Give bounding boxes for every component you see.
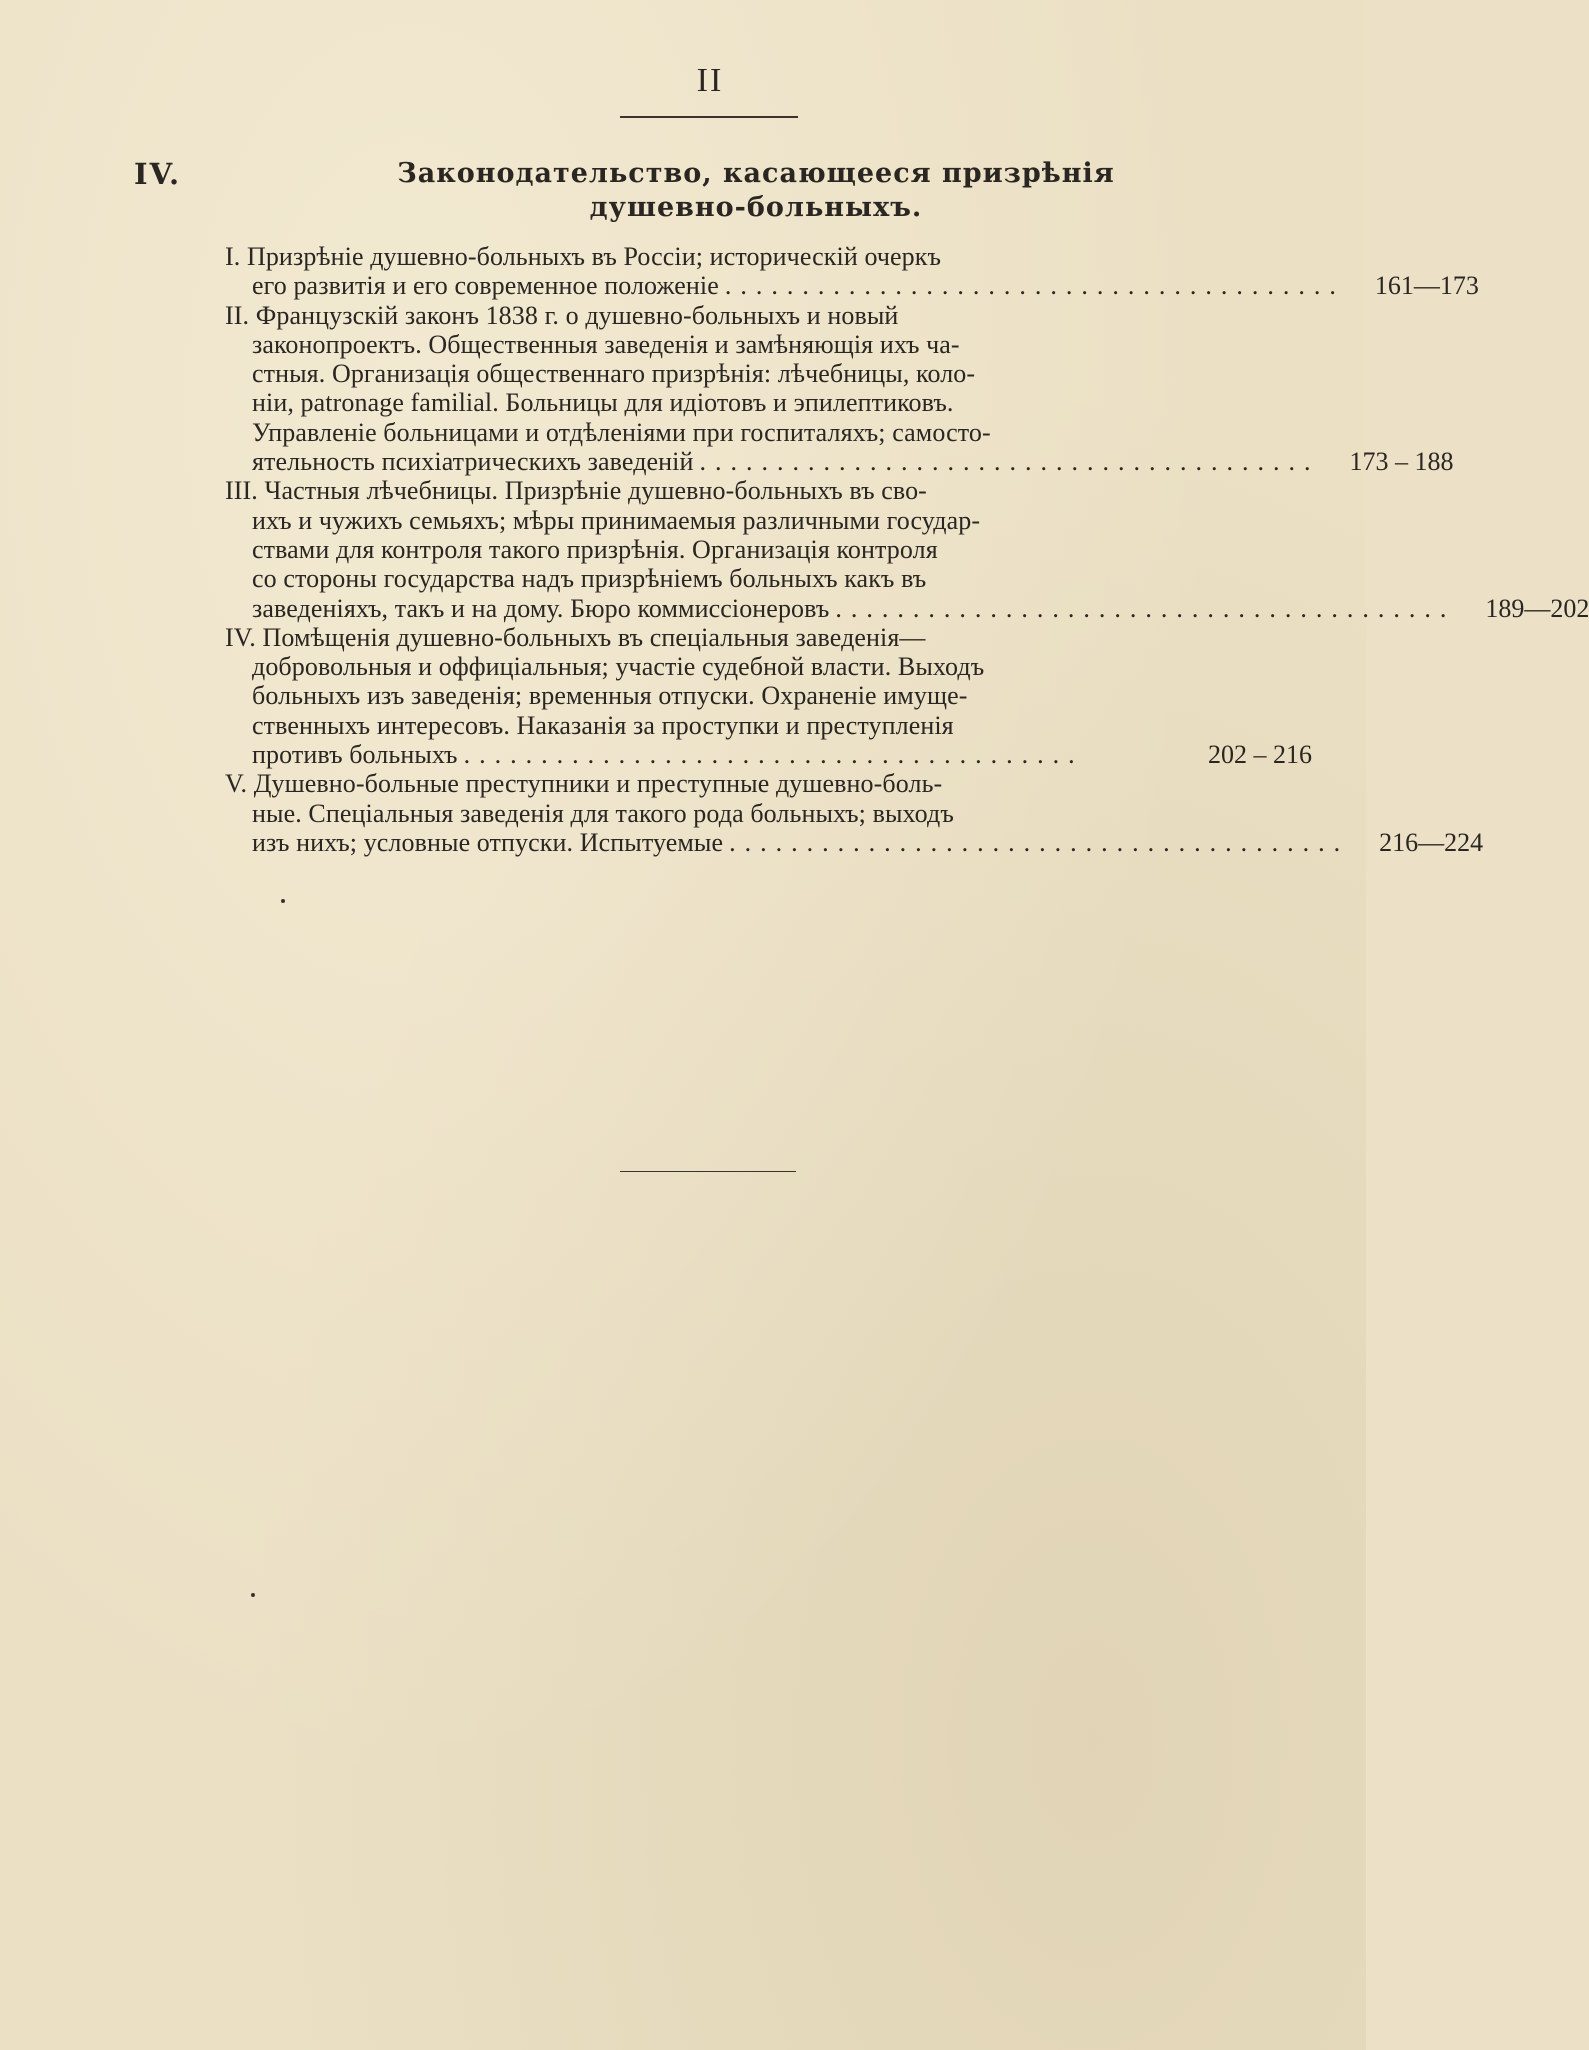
toc-entry-line — [225, 769, 1152, 798]
toc-entry-text: заведеніяхъ, такъ и на дому. Бюро коммиссіонеровъ — [252, 593, 830, 623]
toc-entry-pages: 189—202 — [1485, 593, 1589, 623]
header-rule — [620, 116, 798, 118]
dot-leader: ........................................ — [729, 827, 1350, 857]
dot-leader: ........................................ — [835, 593, 1456, 623]
toc-entry-text: законопроектъ. Общественныя заведенія и замѣняющія ихъ ча- — [252, 329, 960, 359]
toc-entry-text: противъ больныхъ — [252, 740, 458, 770]
toc-entry-line — [225, 476, 1152, 505]
toc-entry-text: ные. Спеціальныя заведенія для такого рода больныхъ; выходъ — [252, 798, 954, 828]
toc-entry-line — [225, 535, 1152, 564]
toc-entry-line — [225, 242, 1152, 271]
toc-entry-line — [225, 330, 1152, 359]
toc-entry-line — [225, 711, 1152, 740]
toc-entry-text: Управленіе больницами и отдѣленіями при госпиталяхъ; самосто- — [252, 417, 991, 447]
toc-entry-line — [225, 564, 1152, 593]
toc-entry-text: ніи, patronage familial. Больницы для идіотовъ и эпилептиковъ. — [252, 388, 954, 418]
toc-entry-text: его развитія и его современное положеніе — [252, 271, 719, 301]
toc-entry-last-line — [225, 271, 1479, 301]
toc-entry-last-line — [225, 740, 1312, 769]
toc-entry-line — [225, 652, 1152, 681]
dot-leader: ........................................ — [724, 271, 1345, 301]
toc-entry-line — [225, 623, 1152, 652]
toc-entry-text: ятельность психіатрическихъ заведеній — [252, 447, 694, 477]
toc-entry-line — [225, 506, 1152, 535]
toc-entry — [225, 476, 1589, 623]
toc-entry — [225, 769, 1484, 857]
toc-entry-text: V. Душевно-больные преступники и преступные душевно-боль- — [225, 769, 943, 799]
toc-entry-line — [225, 418, 1152, 447]
toc-entry-text: ствами для контроля такого призрѣнія. Организація контроля — [252, 534, 938, 564]
footer-rule — [620, 1171, 796, 1172]
dot-leader: ........................................ — [699, 447, 1320, 477]
toc-entry-text: III. Частныя лѣчебницы. Призрѣніе душевно-больныхъ въ сво- — [225, 476, 927, 506]
toc-entry-last-line — [225, 593, 1589, 623]
table-of-contents — [225, 242, 1589, 857]
toc-entry-pages: 161—173 — [1374, 271, 1479, 301]
speck — [281, 899, 285, 903]
toc-entry-text: ихъ и чужихъ семьяхъ; мѣры принимаемыя различными государ- — [252, 505, 981, 535]
section-numeral: IV. — [134, 157, 182, 191]
toc-entry — [225, 622, 1312, 770]
toc-entry-line — [225, 388, 1152, 417]
toc-entry-line — [225, 301, 1152, 330]
toc-entry-text: IV. Помѣщенія душевно-больныхъ въ спеціальныя заведенія— — [225, 622, 926, 652]
toc-entry-text: со стороны государства надъ призрѣніемъ больныхъ какъ въ — [252, 564, 927, 594]
toc-entry-pages: 173 – 188 — [1349, 447, 1454, 477]
toc-entry — [225, 300, 1454, 477]
toc-entry-pages: 216—224 — [1379, 827, 1484, 857]
page-number: II — [696, 62, 724, 99]
dot-leader: ........................................ — [463, 740, 1084, 770]
toc-entry-text: II. Французскій законъ 1838 г. о душевно-больныхъ и новый — [225, 300, 899, 330]
toc-entry-text: I. Призрѣніе душевно-больныхъ въ Россіи; историческій очеркъ — [225, 242, 942, 271]
toc-entry-text: стныя. Организація общественнаго призрѣнія: лѣчебницы, коло- — [252, 359, 976, 389]
section-title — [226, 157, 1286, 225]
toc-entry-text: изъ нихъ; условные отпуски. Испытуемые — [252, 827, 724, 857]
speck — [251, 1593, 255, 1597]
toc-entry-pages: 202 – 216 — [1208, 740, 1312, 770]
toc-entry-text: добровольныя и оффиціальныя; участіе судебной власти. Выходъ — [252, 652, 985, 682]
section-title-line-2: душевно-больныхъ. — [589, 192, 923, 223]
toc-entry-last-line — [225, 447, 1454, 477]
toc-entry-line — [225, 681, 1152, 710]
toc-entry-text: ственныхъ интересовъ. Наказанія за проступки и преступленія — [252, 710, 954, 740]
toc-entry-last-line — [225, 827, 1484, 857]
toc-entry-line — [225, 359, 1152, 388]
toc-entry — [225, 242, 1479, 301]
toc-entry-line — [225, 799, 1152, 828]
toc-entry-text: больныхъ изъ заведенія; временныя отпуски. Охраненіе имуще- — [252, 681, 968, 711]
section-title-line-1: Законодательство, касающееся призрѣнія — [397, 158, 1115, 189]
